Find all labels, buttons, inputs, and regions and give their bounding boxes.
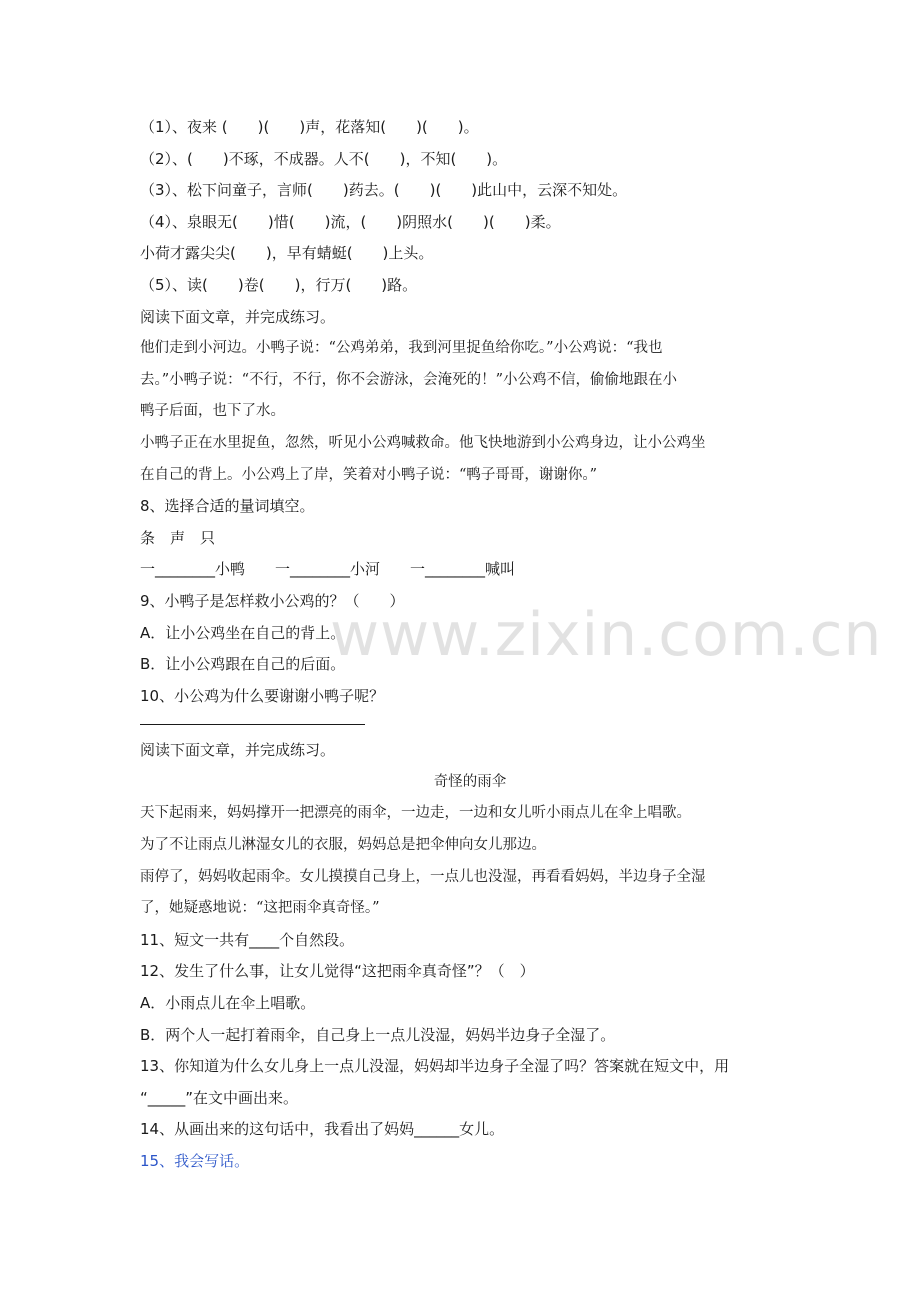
worksheet-page bbox=[140, 112, 800, 1178]
question-8-blanks: 一________小鸭 一________小河 一________喊叫 bbox=[140, 560, 516, 579]
reading1-paragraph-1b: 去。”小鸭子说：“不行，不行，你不会游泳，会淹死的！”小公鸡不信，偷偷地跟在小 bbox=[140, 371, 677, 388]
question-12-option-a: A．小雨点儿在伞上唱歌。 bbox=[140, 994, 316, 1013]
question-10: 10、小公鸡为什么要谢谢小鸭子呢？ bbox=[140, 686, 385, 705]
answer-line bbox=[140, 714, 365, 725]
question-9: 9、小鸭子是怎样救小公鸡的？（ ） bbox=[140, 591, 405, 610]
question-9-option-b: B．让小公鸡跟在自己的后面。 bbox=[140, 655, 346, 674]
story-paragraph-1: 天下起雨来，妈妈撑开一把漂亮的雨伞，一边走，一边和女儿听小雨点儿在伞上唱歌。 bbox=[140, 805, 691, 822]
reading2-intro: 阅读下面文章，并完成练习。 bbox=[140, 741, 336, 760]
question-12: 12、发生了什么事，让女儿觉得“这把雨伞真奇怪”？（ ） bbox=[140, 962, 535, 981]
watermark: www.zixin.com.cn bbox=[330, 600, 883, 670]
story-paragraph-3a: 雨停了，妈妈收起雨伞。女儿摸摸自己身上，一点儿也没湿，再看看妈妈，半边身子全湿 bbox=[140, 868, 706, 885]
question-13b: “_____”在文中画出来。 bbox=[140, 1088, 299, 1107]
question-11: 11、短文一共有____个自然段。 bbox=[140, 930, 355, 949]
question-14: 14、从画出来的这句话中，我看出了妈妈______女儿。 bbox=[140, 1120, 505, 1139]
poem-line-3: （3）、松下问童子，言师( )药去。( )( )此山中，云深不知处。 bbox=[140, 181, 628, 200]
poem-line-2: （2）、( )不琢，不成器。人不( )，不知( )。 bbox=[140, 149, 508, 168]
reading1-paragraph-2b: 在自己的背上。小公鸡上了岸，笑着对小鸭子说：“鸭子哥哥，谢谢你。” bbox=[140, 466, 598, 483]
reading1-paragraph-1c: 鸭子后面，也下了水。 bbox=[140, 403, 285, 420]
poem-line-4: （4）、泉眼无( )惜( )流，( )阴照水( )( )柔。 bbox=[140, 212, 561, 231]
reading1-paragraph-2a: 小鸭子正在水里捉鱼，忽然，听见小公鸡喊救命。他飞快地游到小公鸡身边，让小公鸡坐 bbox=[140, 434, 706, 451]
story-paragraph-2: 为了不让雨点儿淋湿女儿的衣服，妈妈总是把伞伸向女儿那边。 bbox=[140, 837, 546, 854]
reading1-paragraph-1a: 他们走到小河边。小鸭子说：“公鸡弟弟，我到河里捉鱼给你吃。”小公鸡说：“我也 bbox=[140, 340, 663, 357]
poem-line-1: （1）、夜来 ( )( )声，花落知( )( )。 bbox=[140, 118, 479, 136]
story-title: 奇怪的雨伞 bbox=[433, 773, 507, 790]
question-12-option-b: B．两个人一起打着雨伞，自己身上一点儿没湿，妈妈半边身子全湿了。 bbox=[140, 1025, 616, 1044]
reading1-intro: 阅读下面文章，并完成练习。 bbox=[140, 307, 336, 326]
poem-line-6: （5）、读( )卷( )，行万( )路。 bbox=[140, 275, 418, 294]
question-13a: 13、你知道为什么女儿身上一点儿没湿，妈妈却半边身子全湿了吗？答案就在短文中，用 bbox=[140, 1057, 730, 1076]
poem-line-5: 小荷才露尖尖( )，早有蜻蜓( )上头。 bbox=[140, 244, 434, 263]
question-15: 15、我会写话。 bbox=[140, 1152, 250, 1170]
story-paragraph-3b: 了，她疑惑地说：“这把雨伞真奇怪。” bbox=[140, 900, 380, 917]
question-8: 8、选择合适的量词填空。 bbox=[140, 497, 315, 516]
question-9-option-a: A．让小公鸡坐在自己的背上。 bbox=[140, 623, 346, 642]
question-8-words: 条 声 只 bbox=[140, 528, 216, 547]
